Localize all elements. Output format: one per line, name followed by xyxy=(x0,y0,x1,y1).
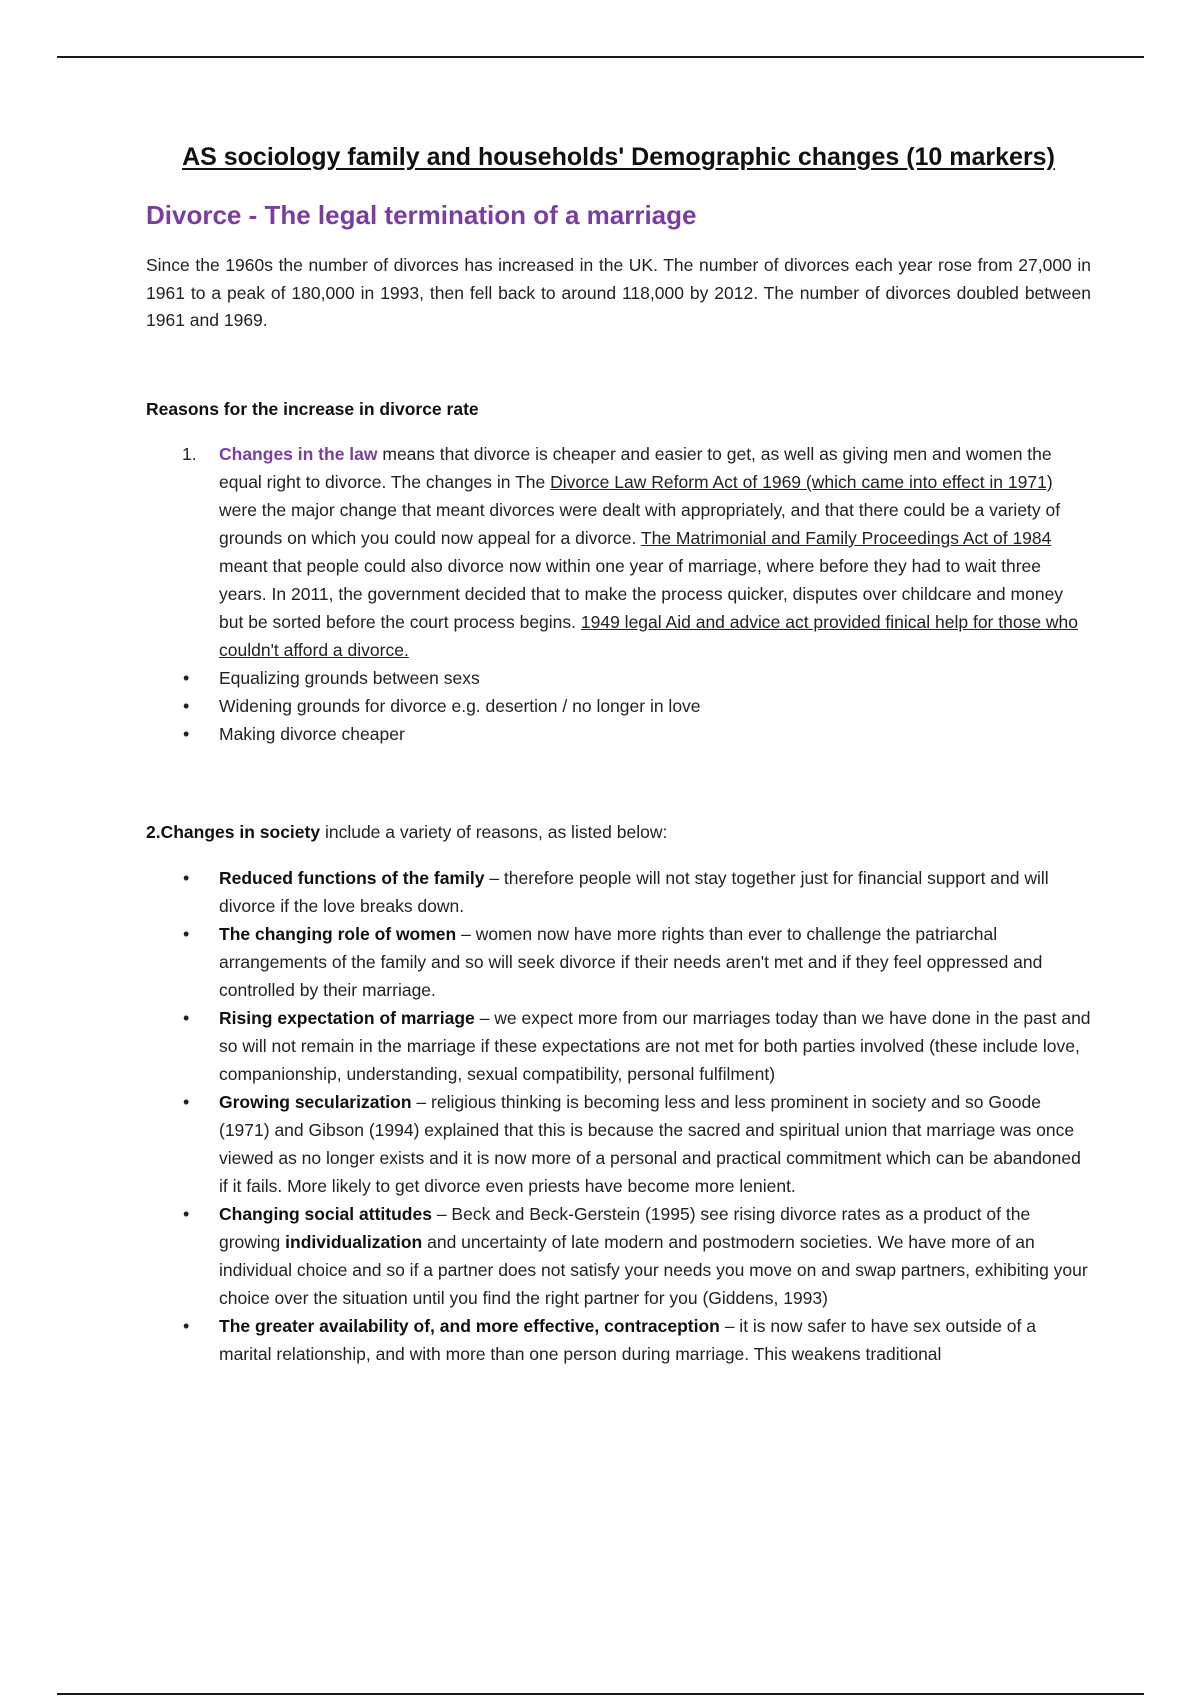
list-item xyxy=(146,920,1091,1004)
bullet-icon: • xyxy=(183,1008,190,1028)
item-text: and uncertainty of late modern and postmodern societies. We have more of an individual choice and so if a partner does not satisfy your needs you move on and swap partners, exhibiting your choice over the situation until you find the right partner for you (Giddens, 1993) xyxy=(219,1232,1088,1308)
reasons-heading: Reasons for the increase in divorce rate xyxy=(146,399,479,419)
item-label: Reduced functions of the family xyxy=(219,868,485,888)
list-item xyxy=(146,1200,1091,1312)
item-text: – we expect more from our marriages today than we have done in the past and so will not remain in the marriage if these expectations are not met for both parties involved (these include love, companionship, understanding, sexual compatibility, personal fulfilment) xyxy=(219,1008,1091,1084)
law-bullet-text: Widening grounds for divorce e.g. desertion / no longer in love xyxy=(219,696,701,716)
item-label: The greater availability of, and more effective, contraception xyxy=(219,1316,720,1336)
item-bold-term: individualization xyxy=(285,1232,423,1252)
divorce-reform-act-ref: Divorce Law Reform Act of 1969 (which came into effect in 1971) xyxy=(550,472,1053,492)
law-text-2: were the major change that meant divorces were dealt with appropriately, and that there could be a variety of grounds on which you could now appeal for a divorce. xyxy=(219,500,1061,548)
law-list xyxy=(146,440,1091,748)
divorce-heading: Divorce - The legal termination of a marriage xyxy=(146,200,697,230)
top-rule xyxy=(57,56,1144,58)
legal-aid-act-ref: 1949 legal Aid and advice act provided finical help for those who couldn't afford a divorce. xyxy=(219,612,1079,660)
society-intro xyxy=(146,822,667,843)
bullet-icon: • xyxy=(183,1316,190,1336)
list-item xyxy=(146,720,1091,748)
list-item xyxy=(146,1004,1091,1088)
law-text-3: meant that people could also divorce now within one year of marriage, where before they had to wait three years. In 2011, the government decided that to make the process quicker, disputes over childcare and money but be sorted before the court process begins. xyxy=(219,556,1064,632)
item-label: Growing secularization xyxy=(219,1092,412,1112)
item-text: – therefore people will not stay together just for financial support and will divorce if the love breaks down. xyxy=(219,868,1049,916)
society-label: 2.Changes in society xyxy=(146,822,321,842)
item-label: The changing role of women xyxy=(219,924,457,944)
bullet-icon: • xyxy=(183,696,190,716)
bullet-icon: • xyxy=(183,1092,190,1112)
list-item xyxy=(146,1312,1091,1368)
item-label: Changing social attitudes xyxy=(219,1204,432,1224)
society-text: include a variety of reasons, as listed below: xyxy=(320,822,668,842)
item-text: – women now have more rights than ever to challenge the patriarchal arrangements of the family and so will seek divorce if their needs aren't met and if they feel oppressed and controlled by their marriage. xyxy=(219,924,1043,1000)
intro-paragraph: Since the 1960s the number of divorces has increased in the UK. The number of divorces each year rose from 27,000 in 1961 to a peak of 180,000 in 1993, then fell back to around 118,000 by 2012. The number of divorces doubled between 1961 and 1969. xyxy=(146,255,1091,330)
list-item-law xyxy=(146,440,1091,664)
bullet-icon: • xyxy=(183,868,190,888)
list-item xyxy=(146,1088,1091,1200)
bullet-icon: • xyxy=(183,924,190,944)
law-bullet-text: Equalizing grounds between sexs xyxy=(219,668,480,688)
list-item xyxy=(146,664,1091,692)
bottom-rule xyxy=(57,1693,1144,1695)
society-list xyxy=(146,864,1091,1368)
item-text: – Beck and Beck-Gerstein (1995) see rising divorce rates as a product of the growing xyxy=(219,1204,1031,1252)
bullet-icon: • xyxy=(183,668,190,688)
list-number: 1. xyxy=(182,444,197,464)
law-text-1: means that divorce is cheaper and easier to get, as well as giving men and women the equal right to divorce. The changes in The xyxy=(219,444,1052,492)
item-text: – it is now safer to have sex outside of a marital relationship, and with more than one person during marriage. This weakens traditional xyxy=(219,1316,1036,1364)
item-label: Rising expectation of marriage xyxy=(219,1008,475,1028)
bullet-icon: • xyxy=(183,724,190,744)
list-item xyxy=(146,692,1091,720)
list-item xyxy=(146,864,1091,920)
law-label: Changes in the law xyxy=(219,444,378,464)
item-text: – religious thinking is becoming less and less prominent in society and so Goode (1971) and Gibson (1994) explained that this is because the sacred and spiritual union that marriage was once viewed as no longer exists and it is now more of a personal and practical commitment which can be abandoned if it fails. More likely to get divorce even priests have become more lenient. xyxy=(219,1092,1081,1196)
bullet-icon: • xyxy=(183,1204,190,1224)
law-bullet-text: Making divorce cheaper xyxy=(219,724,405,744)
matrimonial-act-ref: The Matrimonial and Family Proceedings Act of 1984 xyxy=(640,528,1052,548)
document-title: AS sociology family and households' Demographic changes (10 markers) xyxy=(182,143,1055,171)
